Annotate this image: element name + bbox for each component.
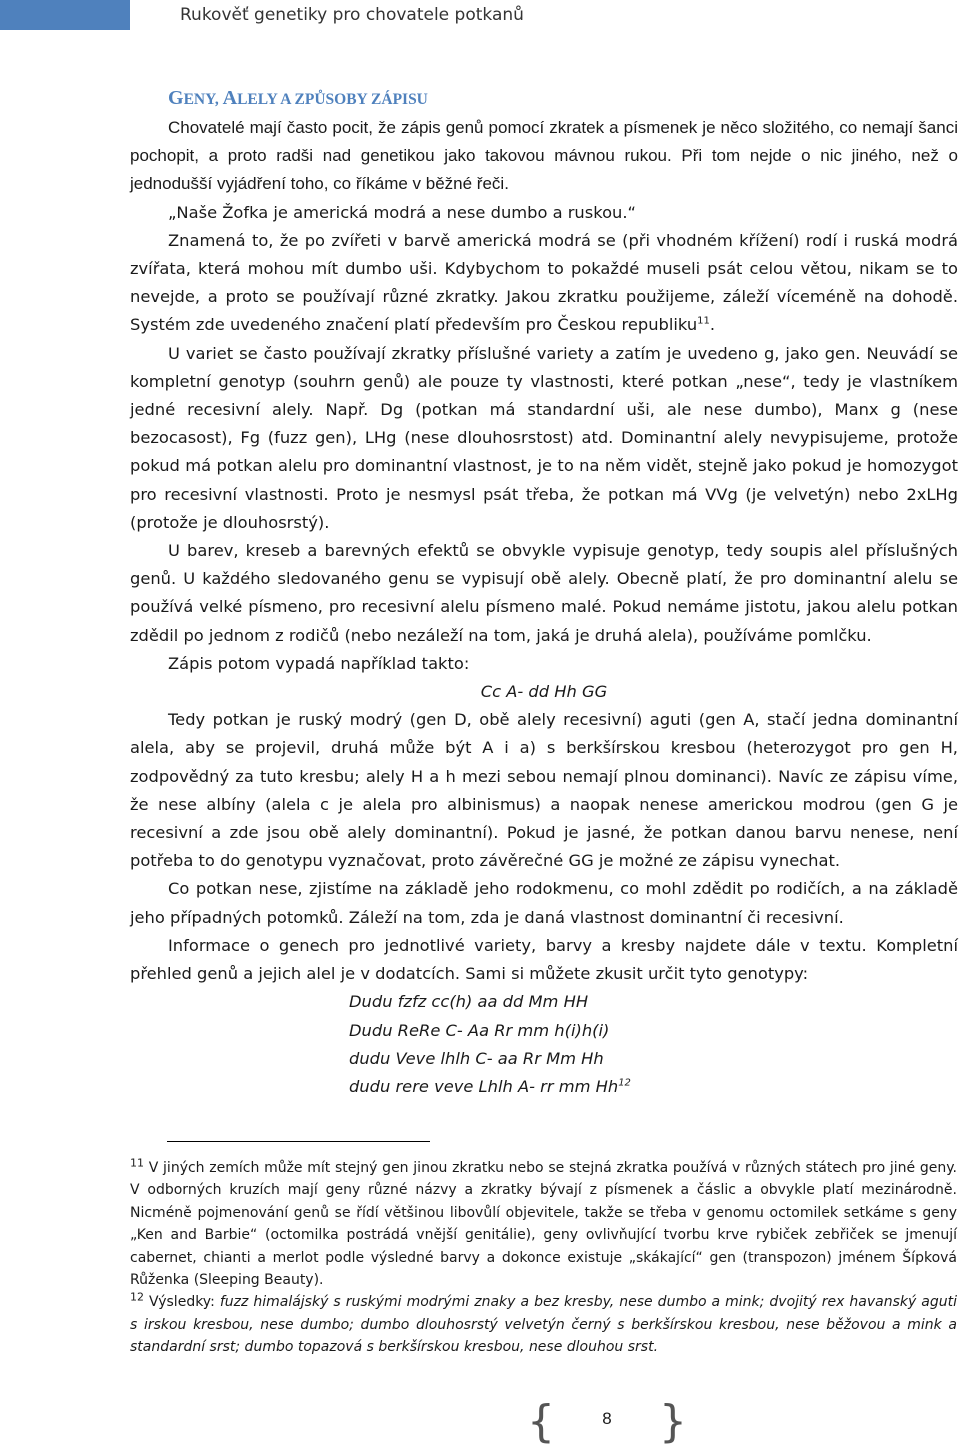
left-brace-icon: { <box>527 1396 555 1447</box>
footnote-12: $^{12}$ Výsledky: fuzz himalájský s ruskými modrými znaky a bez kresby, nese dumbo a mink; dvojitý rex havanský aguti s irskou kresbou, nese dumbo; dumbo dlouhosrstý velvetýn černý s berkšírskou kresbou, nese běžovou a mink a standardní srst; dumbo topazová s berkšírskou kresbou, nese dlouhou srst. <box>130 1290 958 1356</box>
paragraph-explanation: Tedy potkan je ruský modrý (gen D, obě alely recesivní) aguti (gen A, stačí jedna dominantní alela, aby se projevil, druhá může být A i a) s berkšírskou kresbou (heterozygot pro gen H, zodpovědný za tuto kresbu; alely H a h mezi sebou nemají plnou dominanci). Navíc ze zápisu víme, že nese albíny (alela c je alela pro albinismus) a naopak nenese americkou modrou (gen G je recesivní a zde jsou obě alely dominantní). Pokud je jasné, že potkan danou barvu nenese, není potřeba to do genotypu vyznačovat, proto závěrečné GG je možné ze zápisu vynechat. <box>130 710 958 871</box>
genotype-item: dudu rere veve Lhlh A- rr mm Hh$^{12}$ <box>349 1076 631 1096</box>
page-number: 8 <box>602 1409 612 1428</box>
paragraph-varieties: U variet se často používají zkratky příslušné variety a zatím je uvedeno g, jako gen. Neuvádí se kompletní genotyp (souhrn genů) ale pouze ty vlastnosti, které potkan „nese“, tedy je vlastníkem jedné recesivní alely. Např. Dg (potkan má standardní uši, ale nese dumbo), Manx g (nese bezocasost), Fg (fuzz gen), LHg (nese dlouhosrstost) atd. Dominantní alely nevypisujeme, protože pokud má potkan alelu pro dominantní vlastnost, je to na něm vidět, stejně jako pokud je homozygot pro recesivní vlastnosti. Proto je nesmysl psát třeba, že potkan má VVg (je velvetýn) nebo 2xLHg (protože je dlouhosrstý). <box>130 343 958 532</box>
section-heading: GENY, ALELY A ZPŮSOBY ZÁPISU <box>168 87 428 109</box>
paragraph-quote: „Naše Žofka je americká modrá a nese dumbo a ruskou.“ <box>168 202 636 222</box>
paragraph-notation-intro: Zápis potom vypadá například takto: <box>168 653 470 673</box>
footnote-11: $^{11}$ V jiných zemích může mít stejný gen jinou zkratku nebo se stejná zkratka používá v různých státech pro jiné geny. V odborných kruzích mají geny různé názvy a zkratky bývají z písmenek a čáslic a obvykle platí mezinárodně. Nicméně pojmenování genů se řídí většinou libovůlí objevitele, takže se třeba v genomu octomilek setkáme s geny „Ken and Barbie“ (octomilka postrádá vnější genitálie), geny ovlivňující tvorbu krve rybiček zebřiček se jmenují cabernet, chianti a merlot podle výsledné barvy a dokonce existuje „skákající“ gen (transpozon) jménem Šípková Růženka (Sleeping Beauty). <box>130 1156 957 1289</box>
paragraph-exercise: Informace o genech pro jednotlivé variety, barvy a kresby najdete dále v textu. Kompletní přehled genů a jejich alel je v dodatcích. Sami si můžete zkusit určit tyto genotypy: <box>130 935 958 984</box>
genotype-item: Dudu ReRe C- Aa Rr mm h(i)h(i) <box>349 1020 610 1040</box>
page-footer <box>527 1396 687 1447</box>
running-header-title: Rukověť genetiky pro chovatele potkanů <box>180 5 524 25</box>
main-content <box>130 84 958 1101</box>
paragraph-meaning: Znamená to, že po zvířeti v barvě americká modrá se (při vhodném křížení) rodí i ruská modrá zvířata, která mohou mít dumbo uši. Kdybychom to pokaždé museli psát celou větou, nikam se to nevejde, a proto se používají různé zkratky. Jakou zkratku použijeme, záleží víceméně na dohodě. Systém zde uvedeného značení platí především pro Českou republiku$^{11}$. <box>130 230 958 335</box>
right-brace-icon: } <box>659 1396 687 1447</box>
footnote-separator <box>167 1141 430 1142</box>
footnote-ref-11[interactable]: 11 <box>697 316 710 327</box>
header-accent-bar <box>0 0 130 30</box>
footnotes <box>130 1157 957 1359</box>
genotype-item: dudu Veve lhlh C- aa Rr Mm Hh <box>349 1048 604 1068</box>
paragraph-intro: Chovatelé mají často pocit, že zápis genů pomocí zkratek a písmenek je něco složitého, co nemají šanci pochopit, a proto radši nad genetikou jako takovou mávnou rukou. Při tom nejde o nic jiného, než o jednodušší vyjádření toho, co říkáme v běžné řeči. <box>130 118 958 194</box>
paragraph-pedigree: Co potkan nese, zjistíme na základě jeho rodokmenu, co mohl zdědit po rodičích, a na základě jeho případných potomků. Záleží na tom, zda je daná vlastnost dominantní či recesivní. <box>130 879 958 927</box>
genotype-item: Dudu fzfz cc(h) aa dd Mm HH <box>349 992 589 1012</box>
paragraph-colors: U barev, kreseb a barevných efektů se obvykle vypisuje genotyp, tedy soupis alel příslušných genů. U každého sledovaného genu se vypisují obě alely. Obecně platí, že pro dominantní alelu se používá velké písmeno, pro recesivní alelu písmeno malé. Pokud nemáme jistotu, jakou alelu potkan zdědil po jednom z rodičů (nebo nezáleží na tom, jaká je druhá alela), používáme pomlčku. <box>130 541 958 645</box>
genotype-example: Cc A- dd Hh GG <box>480 682 608 702</box>
footnote-ref-12[interactable]: 12 <box>618 1077 631 1089</box>
genotype-exercise-list <box>349 988 958 1101</box>
